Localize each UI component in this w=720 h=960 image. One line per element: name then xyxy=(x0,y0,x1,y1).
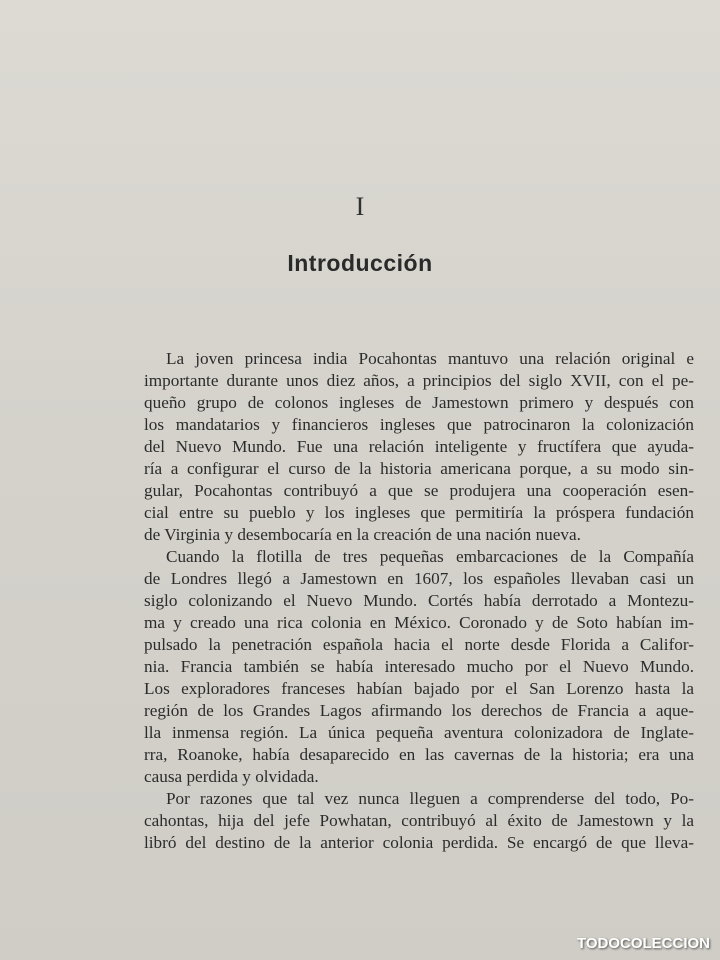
text-line: de Londres llegó a Jamestown en 1607, los españoles llevaban casi un xyxy=(144,569,694,588)
text-line: cahontas, hija del jefe Powhatan, contribuyó al éxito de Jamestown y la xyxy=(144,811,694,830)
text-line: importante durante unos diez años, a principios del siglo XVII, con el pe- xyxy=(144,371,694,390)
text-line: libró del destino de la anterior colonia perdida. Se encargó de que lleva- xyxy=(144,833,694,852)
text-line: siglo colonizando el Nuevo Mundo. Cortés había derrotado a Montezu- xyxy=(144,591,694,610)
watermark: TODOCOLECCION xyxy=(576,935,710,952)
text-line: del Nuevo Mundo. Fue una relación inteligente y fructífera que ayuda- xyxy=(144,437,694,456)
text-line: ma y creado una rica colonia en México. Coronado y de Soto habían im- xyxy=(144,613,694,632)
text-line: ría a configurar el curso de la historia americana porque, a su modo sin- xyxy=(144,459,694,478)
text-line: los mandatarios y financieros ingleses que patrocinaron la colonización xyxy=(144,415,694,434)
text-line: causa perdida y olvidada. xyxy=(144,767,319,786)
text-line: queño grupo de colonos ingleses de Jamestown primero y después con xyxy=(144,393,694,412)
text-line: región de los Grandes Lagos afirmando los derechos de Francia a aque- xyxy=(144,701,694,720)
chapter-title: Introducción xyxy=(287,250,433,276)
text-line: rra, Roanoke, había desaparecido en las cavernas de la historia; era una xyxy=(144,745,694,764)
chapter-number: I xyxy=(355,192,365,221)
text-line: gular, Pocahontas contribuyó a que se produjera una cooperación esen- xyxy=(144,481,694,500)
text-line: lla inmensa región. La única pequeña aventura colonizadora de Inglate- xyxy=(144,723,694,742)
text-line: cial entre su pueblo y los ingleses que permitiría la próspera fundación xyxy=(144,503,694,522)
text-line: La joven princesa india Pocahontas mantuvo una relación original e xyxy=(166,349,694,368)
text-line: nia. Francia también se había interesado mucho por el Nuevo Mundo. xyxy=(144,657,694,676)
text-line: Los exploradores franceses habían bajado por el San Lorenzo hasta la xyxy=(144,679,694,698)
text-line: Cuando la flotilla de tres pequeñas embarcaciones de la Compañía xyxy=(166,547,694,566)
text-line: Por razones que tal vez nunca lleguen a comprenderse del todo, Po- xyxy=(166,789,694,808)
text-line: de Virginia y desembocaría en la creación de una nación nueva. xyxy=(144,525,581,544)
text-line: pulsado la penetración española hacia el norte desde Florida a Califor- xyxy=(144,635,694,654)
